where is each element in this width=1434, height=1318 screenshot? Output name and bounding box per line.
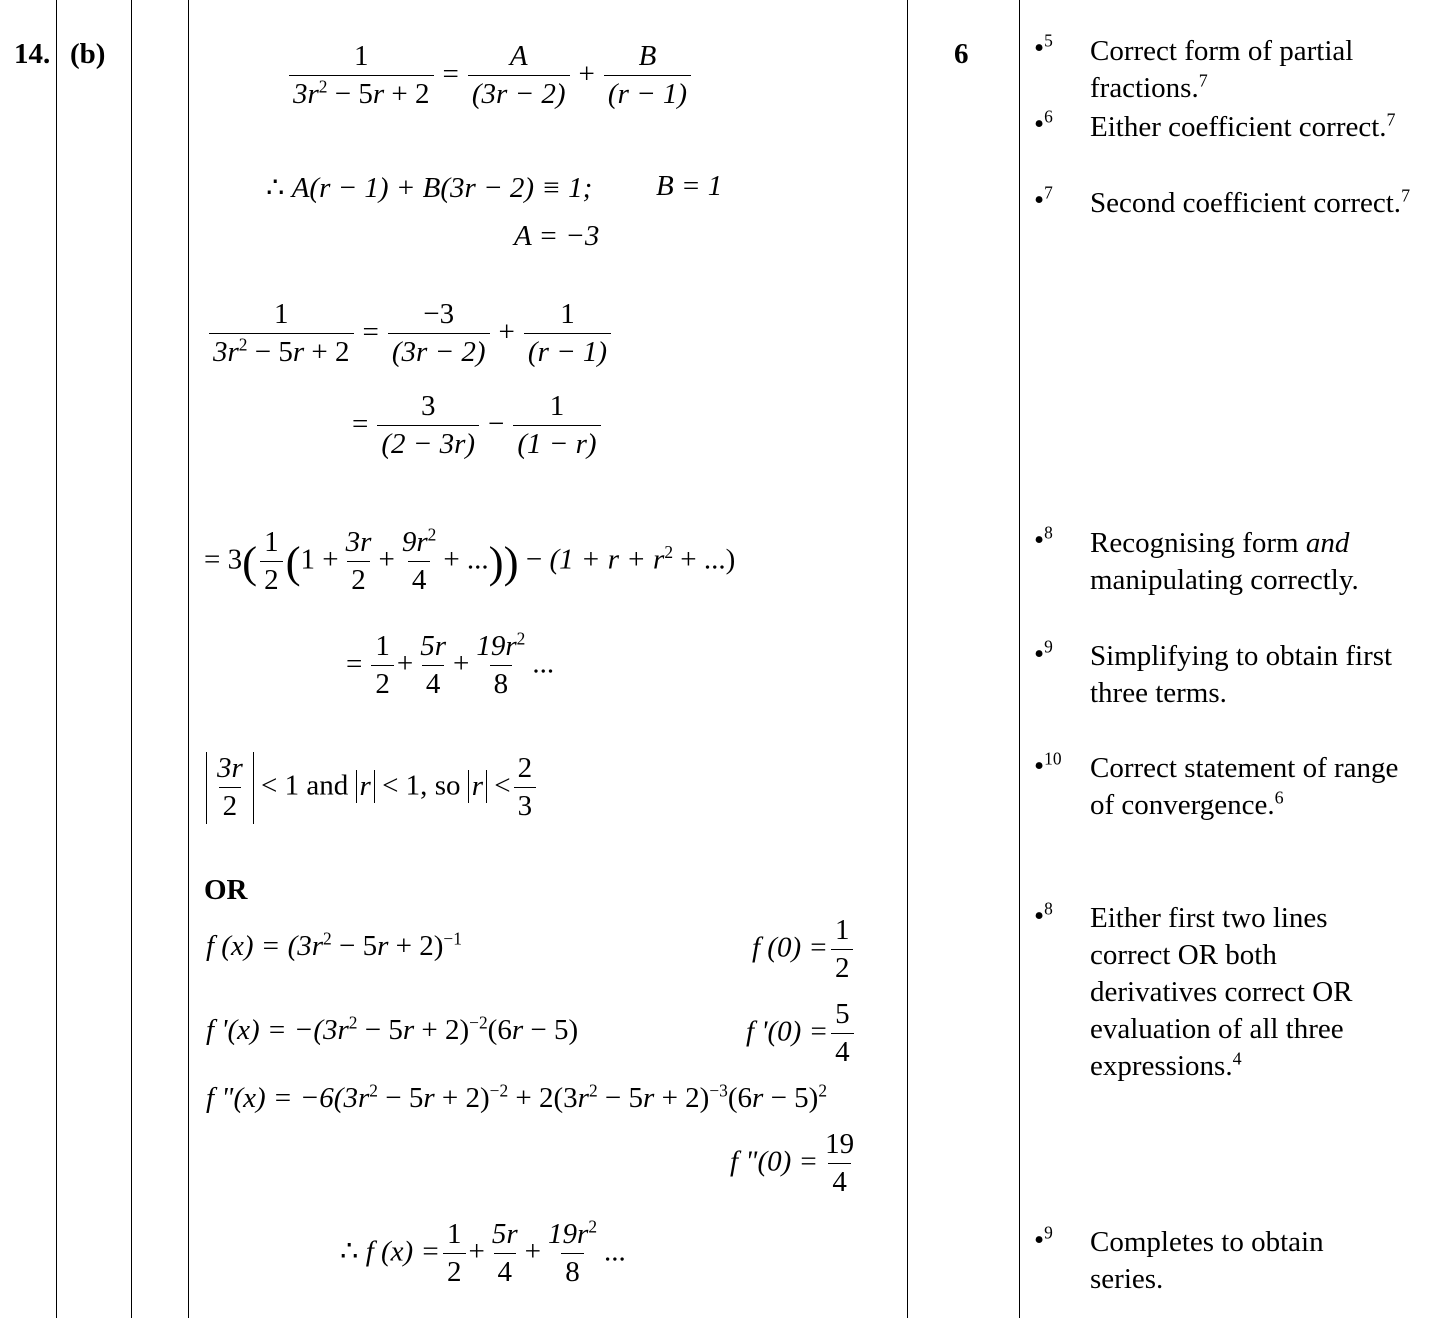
or-label: OR	[204, 874, 248, 906]
question-number: 14.	[14, 38, 51, 70]
note-7: Second coefficient correct.$^7$	[1090, 185, 1411, 219]
bullet-7: •$^7$	[1034, 182, 1053, 216]
frac-1-over-quad: $\frac{1}{3r^2 - 5r + 2}$	[289, 40, 434, 112]
bullet-9-alt: •$^9$	[1034, 1222, 1053, 1256]
frac-A: $\frac{A}{(3r - 2)}$	[468, 40, 570, 112]
f0-line: f (0) = $\frac{1}{2}$	[752, 914, 856, 986]
grid-line-3	[188, 0, 189, 1318]
substituted-fractions: $\frac{1}{3r^2 - 5r + 2}$ = $\frac{-3}{(3r - 2)}$ + $\frac{1}{(r - 1)}$	[206, 298, 614, 370]
first-three-terms: = $\frac{1}{2}$ + $\frac{5r}{4}$ + $\frac{19r^2}{8}$ ...	[346, 628, 555, 701]
fx-line: f $(x) = (3r^2 - 5r + 2)^{-1}$	[206, 928, 462, 962]
binomial-expansion: = 3( $\frac{1}{2}$ (1 + $\frac{3r}{2}$ + $\frac{9r^2}{4}$ + ...)) − ($1 + r + r^2$ + ...)	[204, 524, 736, 597]
f2x-line: f "$(x) = -6(3r^2 - 5r + 2)^{-2} + 2(3r^2 - 5r + 2)^{-3}(6r - 5)^2$	[206, 1080, 828, 1114]
b-value: B = 1	[656, 170, 723, 202]
grid-line-1	[56, 0, 57, 1318]
note-8-alt: Either first two lines correct OR both derivatives correct OR evaluation of all three expressions.$^4$	[1090, 902, 1353, 1082]
partial-fraction-form: $\frac{1}{3r^2 - 5r + 2}$ = $\frac{A}{(3r - 2)}$ + $\frac{B}{(r - 1)}$	[286, 40, 694, 112]
bullet-10: •$^{10}$	[1034, 748, 1062, 782]
f1x-line: f '$(x) = -(3r^2 - 5r + 2)^{-2}(6r - 5)$	[206, 1012, 579, 1046]
note-9: Simplifying to obtain first three terms.	[1090, 640, 1393, 709]
identity-line: ∴ A(r − 1) + B(3r − 2) ≡ 1;	[266, 172, 593, 204]
grid-line-5	[1019, 0, 1020, 1318]
grid-line-2	[131, 0, 132, 1318]
rewritten-fractions: = $\frac{3}{(2 - 3r)}$ − $\frac{1}{(1 - r)}$	[346, 390, 604, 462]
note-6: Either coefficient correct.$^7$	[1090, 109, 1396, 143]
bullet-6: •$^6$	[1034, 106, 1053, 140]
note-9-alt: Completes to obtain series.	[1090, 1226, 1324, 1295]
convergence-statement: $\frac{3r}{2}$ < 1 and r < 1, so r < $\frac{2}{3}$	[206, 752, 539, 824]
bullet-8: •$^8$	[1034, 522, 1053, 556]
a-value: A = −3	[514, 220, 600, 252]
note-8: Recognising form and manipulating correctly.	[1090, 527, 1359, 596]
series-result: ∴ f (x) = $\frac{1}{2}$ + $\frac{5r}{4}$ + $\frac{19r^2}{8}$ ...	[340, 1216, 626, 1289]
f2-0-line: f "(0) = $\frac{19}{4}$	[730, 1128, 855, 1199]
note-5: Correct form of partial fractions.$^7$	[1090, 35, 1354, 104]
marks-value: 6	[954, 38, 969, 70]
bullet-8-alt: •$^8$	[1034, 898, 1053, 932]
frac-B: $\frac{B}{(r - 1)}$	[604, 40, 691, 112]
question-part: (b)	[70, 38, 106, 70]
f1-0-line: f '(0) = $\frac{5}{4}$	[746, 998, 857, 1070]
grid-line-4	[907, 0, 908, 1318]
bullet-5: •$^5$	[1034, 30, 1053, 64]
note-10: Correct statement of range of convergence.$^6$	[1090, 752, 1399, 821]
bullet-9: •$^9$	[1034, 636, 1053, 670]
